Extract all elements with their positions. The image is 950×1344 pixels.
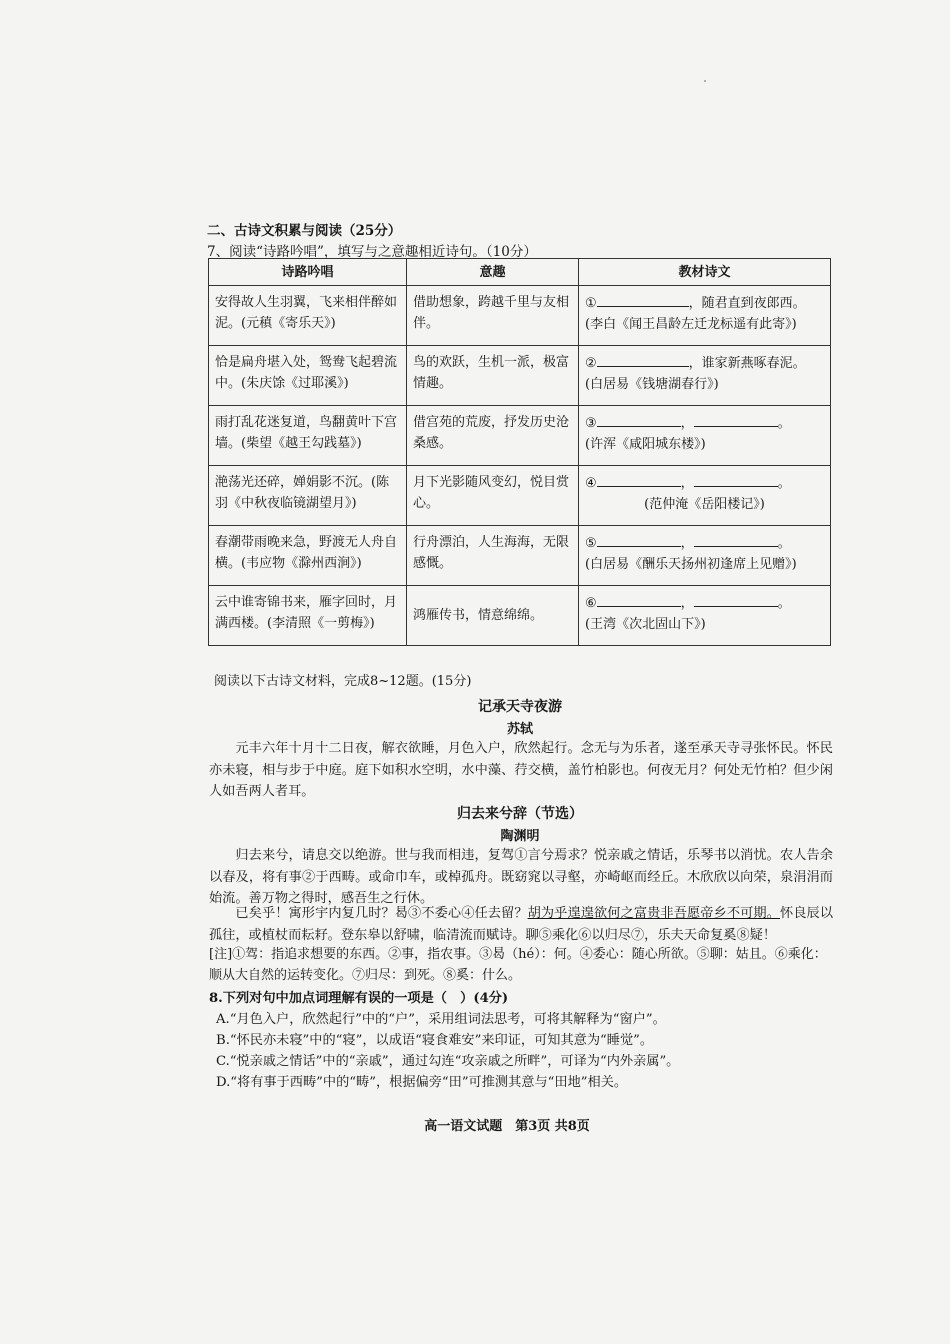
period: 。 bbox=[777, 476, 791, 491]
answer-blank[interactable] bbox=[694, 532, 778, 547]
theme-cell: 行舟漂泊，人生海海，无限感慨。 bbox=[407, 526, 579, 586]
reading-intro: 阅读以下古诗文材料，完成8~12题。(15分) bbox=[214, 674, 472, 689]
table-row bbox=[209, 526, 831, 586]
answer-cell bbox=[579, 526, 831, 586]
blank-number: ⑤ bbox=[585, 536, 597, 551]
answer-cell bbox=[579, 586, 831, 646]
passage2-title: 归去来兮辞（节选） bbox=[457, 806, 583, 822]
table-row bbox=[209, 286, 831, 346]
table-header-row bbox=[209, 259, 831, 286]
theme-cell: 鸟的欢跃，生机一派，极富情趣。 bbox=[407, 346, 579, 406]
table-row bbox=[209, 406, 831, 466]
blank-number: ③ bbox=[585, 416, 597, 431]
answer-blank[interactable] bbox=[597, 592, 681, 607]
passage2-author: 陶渊明 bbox=[500, 829, 540, 844]
blank-number: ④ bbox=[585, 476, 597, 491]
header-poem-route: 诗路吟唱 bbox=[209, 259, 407, 286]
theme-cell: 借助想象，跨越千里与友相伴。 bbox=[407, 286, 579, 346]
option-d[interactable]: D.“将有事于西畴”中的“畴”，根据偏旁“田”可推测其意与“田地”相关。 bbox=[216, 1075, 628, 1090]
poem-table bbox=[208, 258, 831, 646]
theme-cell: 月下光影随风变幻，悦目赏心。 bbox=[407, 466, 579, 526]
table-row bbox=[209, 346, 831, 406]
source-text: (范仲淹《岳阳楼记》) bbox=[644, 497, 765, 512]
answer-blank[interactable] bbox=[597, 412, 681, 427]
poem-cell: 雨打乱花迷复道，鸟翻黄叶下宫墙。(柴望《越王勾践墓》) bbox=[209, 406, 407, 466]
annotations: [注]①驾：指追求想要的东西。②事，指农事。③曷（hé）：何。④委心：随心所欲。⑤聊：姑且。⑥乘化：顺从大自然的运转变化。⑦归尽：到死。⑧奚：什么。 bbox=[209, 947, 827, 983]
period: 。 bbox=[777, 416, 791, 431]
answer-blank[interactable] bbox=[694, 592, 778, 607]
period: 。 bbox=[777, 596, 791, 611]
page-footer: 高一语文试题 第3页 共8页 bbox=[424, 1119, 590, 1134]
poem-cell: 春潮带雨晚来急，野渡无人舟自横。(韦应物《滁州西涧》) bbox=[209, 526, 407, 586]
answer-blank[interactable] bbox=[694, 472, 778, 487]
option-c[interactable]: C.“悦亲戚之情话”中的“亲戚”，通过勾连“攻亲戚之所畔”，可译为“内外亲属”。 bbox=[216, 1054, 680, 1069]
poem-cell: 安得故人生羽翼，飞来相伴醉如泥。(元稹《寄乐天》) bbox=[209, 286, 407, 346]
answer-blank[interactable] bbox=[597, 352, 689, 367]
scan-speck bbox=[704, 80, 706, 82]
paragraph2-start: 已矣乎！寓形宇内复几时？曷③不委心④任去留？ bbox=[235, 906, 528, 921]
poem-cell: 滟荡光还碎，婵娟影不沉。(陈羽《中秋夜临镜湖望月》) bbox=[209, 466, 407, 526]
source-text: (李白《闻王昌龄左迁龙标遥有此寄》) bbox=[585, 317, 797, 332]
blank-number: ② bbox=[585, 356, 597, 371]
given-line: ，随君直到夜郎西。 bbox=[688, 296, 806, 311]
table-row bbox=[209, 586, 831, 646]
theme-cell: 借宫苑的荒废，抒发历史沧桑感。 bbox=[407, 406, 579, 466]
option-a[interactable]: A.“月色入户，欣然起行”中的“户”，采用组词法思考，可将其解释为“窗户”。 bbox=[216, 1012, 666, 1027]
blank-number: ① bbox=[585, 296, 597, 311]
source-text: (王湾《次北固山下》) bbox=[585, 617, 706, 632]
poem-cell: 云中谁寄锦书来，雁字回时，月满西楼。(李清照《一剪梅》) bbox=[209, 586, 407, 646]
comma: ， bbox=[680, 416, 694, 431]
question-8-stem: 8.下列对句中加点词理解有误的一项是（ ）(4分) bbox=[209, 991, 509, 1006]
answer-cell bbox=[579, 466, 831, 526]
theme-cell: 鸿雁传书，情意绵绵。 bbox=[407, 586, 579, 646]
passage1-author: 苏轼 bbox=[506, 722, 533, 737]
answer-cell bbox=[579, 286, 831, 346]
passage2-paragraph1: 归去来兮，请息交以绝游。世与我而相违，复驾①言兮焉求？悦亲戚之情话，乐琴书以消忧。农人告余以春及，将有事②于西畴。或命巾车，或棹孤舟。既窈窕以寻壑，亦崎岖而经丘。木欣欣以向荣，泉涓涓而始流。善万物之得时，感吾生之行休。 bbox=[209, 848, 833, 906]
period: 。 bbox=[777, 536, 791, 551]
table-row bbox=[209, 466, 831, 526]
given-line: ，谁家新燕啄春泥。 bbox=[688, 356, 806, 371]
comma: ， bbox=[680, 476, 694, 491]
section-title: 二、古诗文积累与阅读（25分） bbox=[207, 223, 402, 239]
source-text: (许浑《咸阳城东楼》) bbox=[585, 437, 706, 452]
answer-cell bbox=[579, 346, 831, 406]
answer-blank[interactable] bbox=[597, 472, 681, 487]
passage1-title: 记承天寺夜游 bbox=[478, 699, 562, 715]
option-b[interactable]: B.“怀民亦未寝”中的“寝”，以成语“寝食难安”来印证，可知其意为“睡觉”。 bbox=[216, 1033, 654, 1048]
blank-number: ⑥ bbox=[585, 596, 597, 611]
question-7-stem: 7、阅读“诗路吟唱”，填写与之意趣相近诗句。（10分） bbox=[207, 244, 537, 260]
paragraph2-end: 怀良辰以孤往，或植杖而耘耔。登东皋以舒啸，临清流而赋诗。聊⑤乘化⑥以归尽⑦，乐夫天命复奚⑧疑！ bbox=[209, 906, 834, 943]
underlined-sentence: 胡为乎遑遑欲何之富贵非吾愿帝乡不可期。 bbox=[527, 906, 780, 921]
answer-blank[interactable] bbox=[597, 292, 689, 307]
passage1-text: 元丰六年十月十二日夜，解衣欲睡，月色入户，欣然起行。念无与为乐者，遂至承天寺寻张怀民。怀民亦未寝，相与步于中庭。庭下如积水空明，水中藻、荇交横，盖竹柏影也。何夜无月？何处无竹柏？但少闲人如吾两人者耳。 bbox=[209, 741, 833, 799]
answer-cell bbox=[579, 406, 831, 466]
answer-blank[interactable] bbox=[694, 412, 778, 427]
passage2-paragraph2 bbox=[209, 903, 833, 946]
source-text: (白居易《钱塘湖春行》) bbox=[585, 377, 719, 392]
header-textbook: 教材诗文 bbox=[579, 259, 831, 286]
answer-blank[interactable] bbox=[597, 532, 681, 547]
comma: ， bbox=[680, 596, 694, 611]
source-text: (白居易《酬乐天扬州初逢席上见赠》) bbox=[585, 557, 797, 572]
header-theme: 意趣 bbox=[407, 259, 579, 286]
comma: ， bbox=[680, 536, 694, 551]
poem-cell: 恰是扁舟堪入处，鸳鸯飞起碧流中。(朱庆馀《过耶溪》) bbox=[209, 346, 407, 406]
